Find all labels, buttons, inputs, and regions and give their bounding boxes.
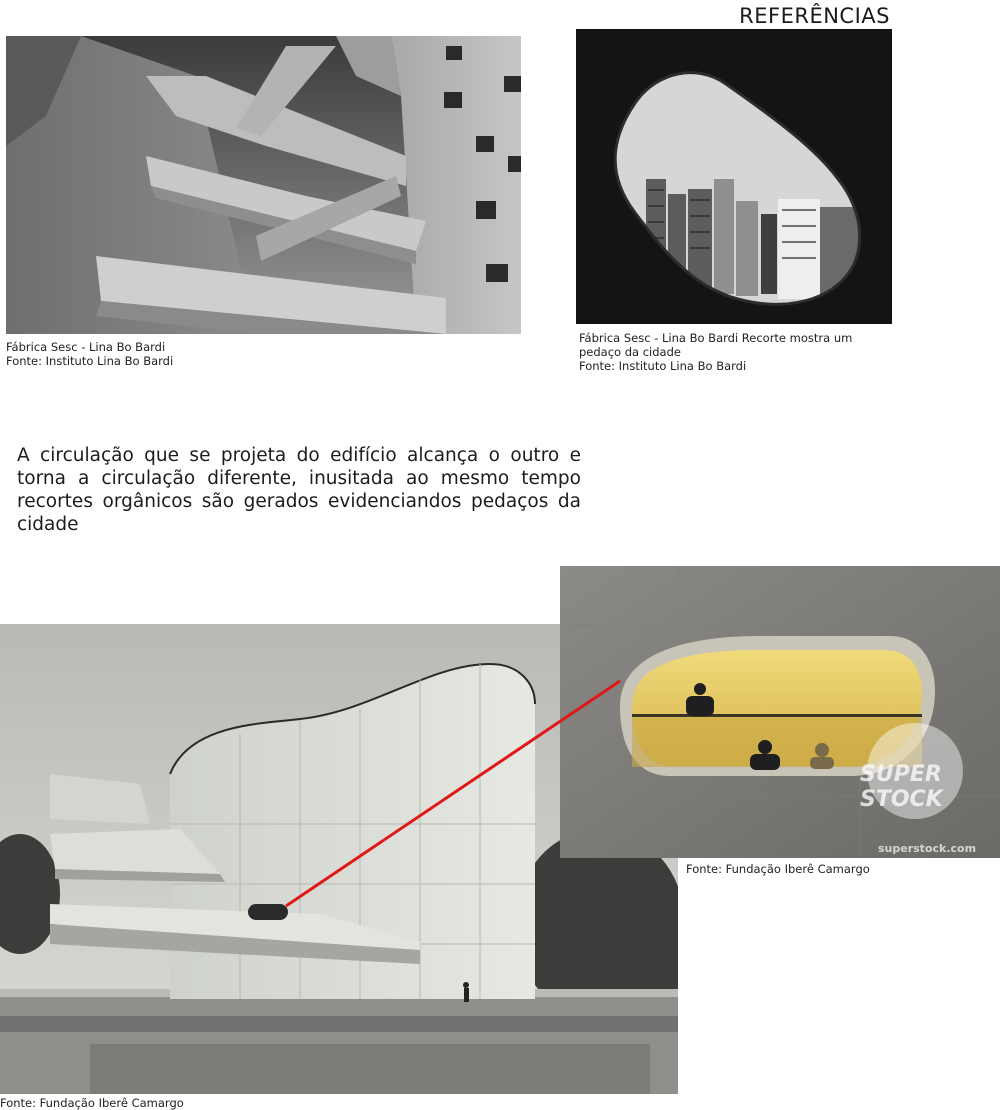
page-title: REFERÊNCIAS xyxy=(739,4,890,28)
watermark-url: superstock.com xyxy=(878,842,977,855)
caption-figure-2 xyxy=(579,331,899,373)
caption-line: Fonte: Fundação Iberê Camargo xyxy=(0,1096,184,1110)
watermark-stock: STOCK xyxy=(860,787,943,812)
photo-sesc-organic-opening xyxy=(576,29,892,324)
photo-oval-window-detail xyxy=(560,566,1000,858)
caption-figure-3 xyxy=(686,862,986,876)
caption-figure-4 xyxy=(0,1096,300,1110)
watermark-super: SUPER xyxy=(860,762,942,787)
caption-line: Fábrica Sesc - Lina Bo Bardi Recorte mostra um xyxy=(579,331,853,345)
caption-line: Fábrica Sesc - Lina Bo Bardi xyxy=(6,340,166,354)
caption-line: Fonte: Instituto Lina Bo Bardi xyxy=(6,354,174,368)
caption-figure-1 xyxy=(6,340,386,368)
caption-line: Fonte: Instituto Lina Bo Bardi xyxy=(579,359,747,373)
caption-line: Fonte: Fundação Iberê Camargo xyxy=(686,862,870,876)
photo-sesc-walkways xyxy=(6,36,521,334)
caption-line: pedaço da cidade xyxy=(579,345,681,359)
body-paragraph: A circulação que se projeta do edifício alcança o outro e torna a circulação diferente, inusitada ao mesmo tempo recortes orgânicos são gerados evidenciandos pedaços da cidade xyxy=(17,445,581,535)
